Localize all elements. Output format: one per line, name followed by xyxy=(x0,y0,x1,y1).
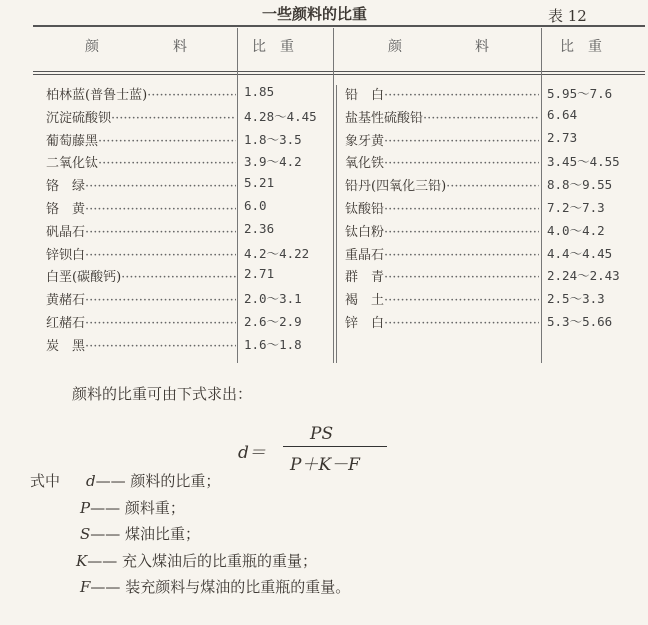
definition-line xyxy=(80,523,200,544)
formula-denominator: P＋K－F xyxy=(290,455,360,475)
specific-gravity-value: 2.5～3.3 xyxy=(547,291,605,307)
specific-gravity-value: 8.8～9.55 xyxy=(547,177,613,193)
specific-gravity-value: 6.64 xyxy=(547,106,578,122)
table-row xyxy=(0,335,648,357)
pigment-name-text: 矾晶石 xyxy=(46,224,86,240)
definition-line xyxy=(80,576,350,597)
specific-gravity-value: 2.36 xyxy=(244,220,275,236)
table-row xyxy=(0,152,648,174)
formula-numerator: PS xyxy=(310,424,334,444)
specific-gravity-value: 2.24～2.43 xyxy=(547,268,620,284)
pigment-name-text: 铅 白 xyxy=(345,88,385,103)
definition-symbol: S xyxy=(80,525,91,543)
definition-text: —— 装充颜料与煤油的比重瓶的重量。 xyxy=(90,578,351,596)
definition-line xyxy=(86,470,220,491)
specific-gravity-value: 4.2～4.22 xyxy=(244,245,310,261)
pigment-name xyxy=(345,221,539,240)
pigment-name-text: 铅丹(四氧化三铅) xyxy=(345,179,447,195)
formula-lhs: d＝ xyxy=(238,443,266,463)
header-rule xyxy=(33,71,645,72)
definition-line xyxy=(80,497,185,518)
specific-gravity-value: 1.85 xyxy=(244,84,275,99)
pigment-name-text: 二氧化钛 xyxy=(46,156,99,172)
specific-gravity-value: 5.95～7.6 xyxy=(547,86,613,101)
pigment-name-text: 葡萄藤黑 xyxy=(46,133,99,149)
table-row xyxy=(0,266,648,288)
pigment-name-text: 铬 黄 xyxy=(46,202,86,217)
specific-gravity-value: 4.4～4.45 xyxy=(547,245,613,261)
header-pigment-right-1: 颜 xyxy=(388,39,402,55)
pigment-name xyxy=(345,175,539,194)
definition-text: —— 煤油比重； xyxy=(90,525,201,543)
specific-gravity-value: 2.0～3.1 xyxy=(244,291,302,307)
pigment-name-text: 钛酸铅 xyxy=(345,202,385,217)
header-sg-left: 比 重 xyxy=(252,39,294,55)
fraction-bar xyxy=(283,446,387,447)
header-rule-2 xyxy=(33,74,645,75)
specific-gravity-value: 2.6～2.9 xyxy=(244,314,302,329)
table-top-rule xyxy=(33,25,645,27)
specific-gravity-value: 2.73 xyxy=(547,129,578,145)
pigment-name xyxy=(345,107,539,126)
specific-gravity-value: 6.0 xyxy=(244,198,267,213)
table-row xyxy=(0,107,648,129)
pigment-name xyxy=(345,312,539,331)
specific-gravity-value: 5.3～5.66 xyxy=(547,314,613,329)
pigment-name-text: 锌钡白 xyxy=(46,247,86,263)
pigment-name xyxy=(345,198,539,217)
specific-gravity-value: 5.21 xyxy=(244,175,275,191)
definition-text: —— 颜料重； xyxy=(90,498,185,517)
table-row xyxy=(0,175,648,197)
header-pigment-left-1: 颜 xyxy=(85,39,99,55)
table-title: 一些颜料的比重 xyxy=(262,5,368,23)
pigment-name-text: 炭 黑 xyxy=(46,338,86,354)
pigment-name-text: 沉淀硫酸钡 xyxy=(46,110,112,126)
table-row xyxy=(0,130,648,152)
pigment-name xyxy=(46,335,236,354)
definition-line xyxy=(76,550,317,571)
pigment-name-text: 象牙黄 xyxy=(345,133,385,149)
table-row xyxy=(0,198,648,220)
pigment-name-text: 钛白粉 xyxy=(345,224,385,240)
header-pigment-left-2: 料 xyxy=(173,39,187,55)
pigment-name-text: 褐 土 xyxy=(345,293,385,309)
table-row xyxy=(0,289,648,311)
specific-gravity-value: 3.9～4.2 xyxy=(244,154,302,170)
pigment-name-text: 红赭石 xyxy=(46,316,86,331)
pigment-name xyxy=(345,84,539,103)
header-pigment-right-2: 料 xyxy=(475,39,489,55)
specific-gravity-value: 4.0～4.2 xyxy=(547,222,605,238)
pigment-name-text: 群 青 xyxy=(345,270,385,286)
pigment-name-text: 重晶石 xyxy=(345,247,385,263)
where-label: 式中 xyxy=(30,472,61,490)
definition-text: —— 充入煤油后的比重瓶的重量； xyxy=(87,551,317,570)
table-row xyxy=(0,244,648,266)
table-number: 表 12 xyxy=(548,7,587,25)
pigment-name-text: 白垩(碳酸钙) xyxy=(46,270,122,286)
definition-text: —— 颜料的比重； xyxy=(95,472,221,490)
definition-symbol: P xyxy=(80,498,91,517)
specific-gravity-value: 2.71 xyxy=(244,266,275,282)
pigment-name-text: 锌 白 xyxy=(345,316,385,331)
table-row xyxy=(0,312,648,334)
intro-text: 颜料的比重可由下式求出： xyxy=(72,385,253,403)
specific-gravity-value: 1.8～3.5 xyxy=(244,131,302,147)
specific-gravity-value: 7.2～7.3 xyxy=(547,200,605,215)
pigment-name xyxy=(345,289,539,308)
table-row xyxy=(0,84,648,106)
specific-gravity-value: 4.28～4.45 xyxy=(244,108,317,124)
specific-gravity-value: 1.6～1.8 xyxy=(244,336,302,352)
pigment-name-text: 盐基性硫酸铅 xyxy=(345,110,424,126)
pigment-name-text: 黄赭石 xyxy=(46,293,86,309)
pigment-name xyxy=(345,266,539,285)
pigment-name xyxy=(345,244,539,263)
pigment-name-text: 氧化铁 xyxy=(345,156,385,172)
definition-symbol: F xyxy=(80,578,91,596)
pigment-name xyxy=(345,130,539,149)
header-sg-right: 比 重 xyxy=(560,39,602,55)
pigment-name xyxy=(345,152,539,171)
definition-symbol: K xyxy=(76,551,88,570)
definition-symbol: d xyxy=(86,472,96,490)
specific-gravity-value: 3.45～4.55 xyxy=(547,154,620,170)
table-row xyxy=(0,221,648,243)
pigment-name-text: 铬 绿 xyxy=(46,179,86,195)
pigment-name-text: 柏林蓝(普鲁士蓝) xyxy=(46,88,148,103)
